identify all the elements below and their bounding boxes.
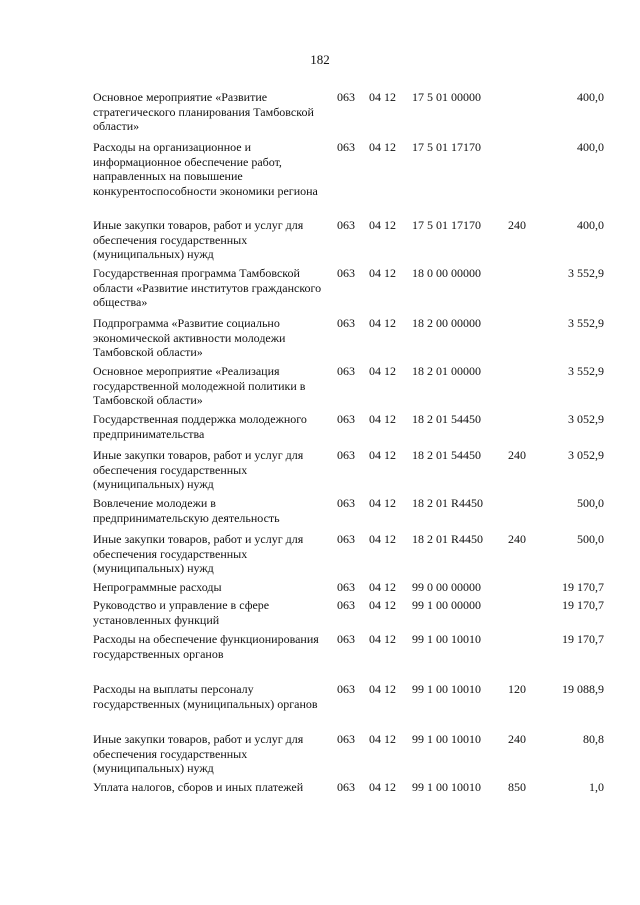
table-row (0, 632, 640, 661)
section-code: 04 12 (369, 90, 396, 104)
amount-value: 19 170,7 (562, 580, 604, 594)
expense-name: Иные закупки товаров, работ и услуг для обеспечения государственных (муниципальных) нужд (93, 218, 304, 261)
amount-value: 3 552,9 (568, 316, 604, 330)
expense-name: Подпрограмма «Развитие социально экономической активности молодежи Тамбовской области» (93, 316, 286, 359)
section-code: 04 12 (369, 364, 396, 378)
ministry-code: 063 (337, 732, 355, 746)
table-row (0, 732, 640, 776)
expense-name: Вовлечение молодежи в предпринимательскую деятельность (93, 496, 280, 525)
expense-type-code: 240 (508, 218, 526, 232)
target-article-code: 18 2 01 00000 (412, 364, 481, 378)
amount-value: 3 052,9 (568, 448, 604, 462)
target-article-code: 99 1 00 10010 (412, 682, 481, 696)
page-number: 182 (310, 52, 330, 67)
section-code: 04 12 (369, 780, 396, 794)
table-row (0, 90, 640, 134)
expense-name: Основное мероприятие «Развитие стратегического планирования Тамбовской области» (93, 90, 314, 133)
amount-value: 500,0 (577, 496, 604, 510)
expense-name: Руководство и управление в сфере установленных функций (93, 598, 270, 627)
table-row (0, 682, 640, 711)
section-code: 04 12 (369, 496, 396, 510)
section-code: 04 12 (369, 732, 396, 746)
ministry-code: 063 (337, 682, 355, 696)
section-code: 04 12 (369, 532, 396, 546)
table-row (0, 218, 640, 262)
table-row (0, 598, 640, 627)
expense-type-code: 120 (508, 682, 526, 696)
section-code: 04 12 (369, 632, 396, 646)
ministry-code: 063 (337, 90, 355, 104)
expense-type-code: 240 (508, 448, 526, 462)
amount-value: 3 552,9 (568, 266, 604, 280)
amount-value: 1,0 (589, 780, 604, 794)
target-article-code: 17 5 01 17170 (412, 140, 481, 154)
target-article-code: 18 2 00 00000 (412, 316, 481, 330)
section-code: 04 12 (369, 580, 396, 594)
amount-value: 400,0 (577, 218, 604, 232)
ministry-code: 063 (337, 140, 355, 154)
expense-name: Основное мероприятие «Реализация государственной молодежной политики в Тамбовской области» (93, 364, 306, 407)
expense-name: Государственная программа Тамбовской области «Развитие институтов гражданского общества» (93, 266, 322, 309)
target-article-code: 18 2 01 54450 (412, 412, 481, 426)
table-row (0, 780, 640, 795)
section-code: 04 12 (369, 218, 396, 232)
expense-name: Непрограммные расходы (93, 580, 222, 594)
section-code: 04 12 (369, 266, 396, 280)
target-article-code: 99 1 00 10010 (412, 632, 481, 646)
table-row (0, 532, 640, 576)
expense-type-code: 850 (508, 780, 526, 794)
amount-value: 80,8 (583, 732, 604, 746)
expense-name: Расходы на обеспечение функционирования государственных органов (93, 632, 319, 661)
ministry-code: 063 (337, 364, 355, 378)
section-code: 04 12 (369, 448, 396, 462)
target-article-code: 18 2 01 R4450 (412, 496, 484, 510)
ministry-code: 063 (337, 632, 355, 646)
section-code: 04 12 (369, 682, 396, 696)
target-article-code: 18 2 01 54450 (412, 448, 481, 462)
expense-type-code: 240 (508, 532, 526, 546)
ministry-code: 063 (337, 316, 355, 330)
ministry-code: 063 (337, 580, 355, 594)
expense-name: Иные закупки товаров, работ и услуг для обеспечения государственных (муниципальных) нужд (93, 732, 304, 775)
amount-value: 3 552,9 (568, 364, 604, 378)
expense-name: Иные закупки товаров, работ и услуг для обеспечения государственных (муниципальных) нужд (93, 532, 304, 575)
target-article-code: 17 5 01 17170 (412, 218, 481, 232)
ministry-code: 063 (337, 496, 355, 510)
amount-value: 19 088,9 (562, 682, 604, 696)
table-row (0, 412, 640, 441)
ministry-code: 063 (337, 218, 355, 232)
section-code: 04 12 (369, 598, 396, 612)
target-article-code: 99 1 00 10010 (412, 732, 481, 746)
section-code: 04 12 (369, 140, 396, 154)
target-article-code: 17 5 01 00000 (412, 90, 481, 104)
table-row (0, 364, 640, 408)
target-article-code: 18 2 01 R4450 (412, 532, 484, 546)
expense-name: Иные закупки товаров, работ и услуг для обеспечения государственных (муниципальных) нужд (93, 448, 304, 491)
target-article-code: 18 0 00 00000 (412, 266, 481, 280)
ministry-code: 063 (337, 448, 355, 462)
ministry-code: 063 (337, 780, 355, 794)
expense-name: Расходы на выплаты персоналу государственных (муниципальных) органов (93, 682, 318, 711)
amount-value: 3 052,9 (568, 412, 604, 426)
ministry-code: 063 (337, 412, 355, 426)
amount-value: 400,0 (577, 140, 604, 154)
amount-value: 400,0 (577, 90, 604, 104)
table-row (0, 580, 640, 595)
amount-value: 19 170,7 (562, 632, 604, 646)
ministry-code: 063 (337, 266, 355, 280)
target-article-code: 99 1 00 10010 (412, 780, 481, 794)
expense-name: Уплата налогов, сборов и иных платежей (93, 780, 304, 794)
target-article-code: 99 0 00 00000 (412, 580, 481, 594)
table-row (0, 448, 640, 492)
amount-value: 19 170,7 (562, 598, 604, 612)
ministry-code: 063 (337, 598, 355, 612)
table-row (0, 140, 640, 198)
table-row (0, 316, 640, 360)
section-code: 04 12 (369, 316, 396, 330)
amount-value: 500,0 (577, 532, 604, 546)
table-row (0, 266, 640, 310)
section-code: 04 12 (369, 412, 396, 426)
expense-type-code: 240 (508, 732, 526, 746)
table-row (0, 496, 640, 525)
expense-name: Расходы на организационное и информационное обеспечение работ, направленных на повышение конкурентоспособности экономики региона (93, 140, 318, 198)
ministry-code: 063 (337, 532, 355, 546)
expense-name: Государственная поддержка молодежного предпринимательства (93, 412, 307, 441)
target-article-code: 99 1 00 00000 (412, 598, 481, 612)
